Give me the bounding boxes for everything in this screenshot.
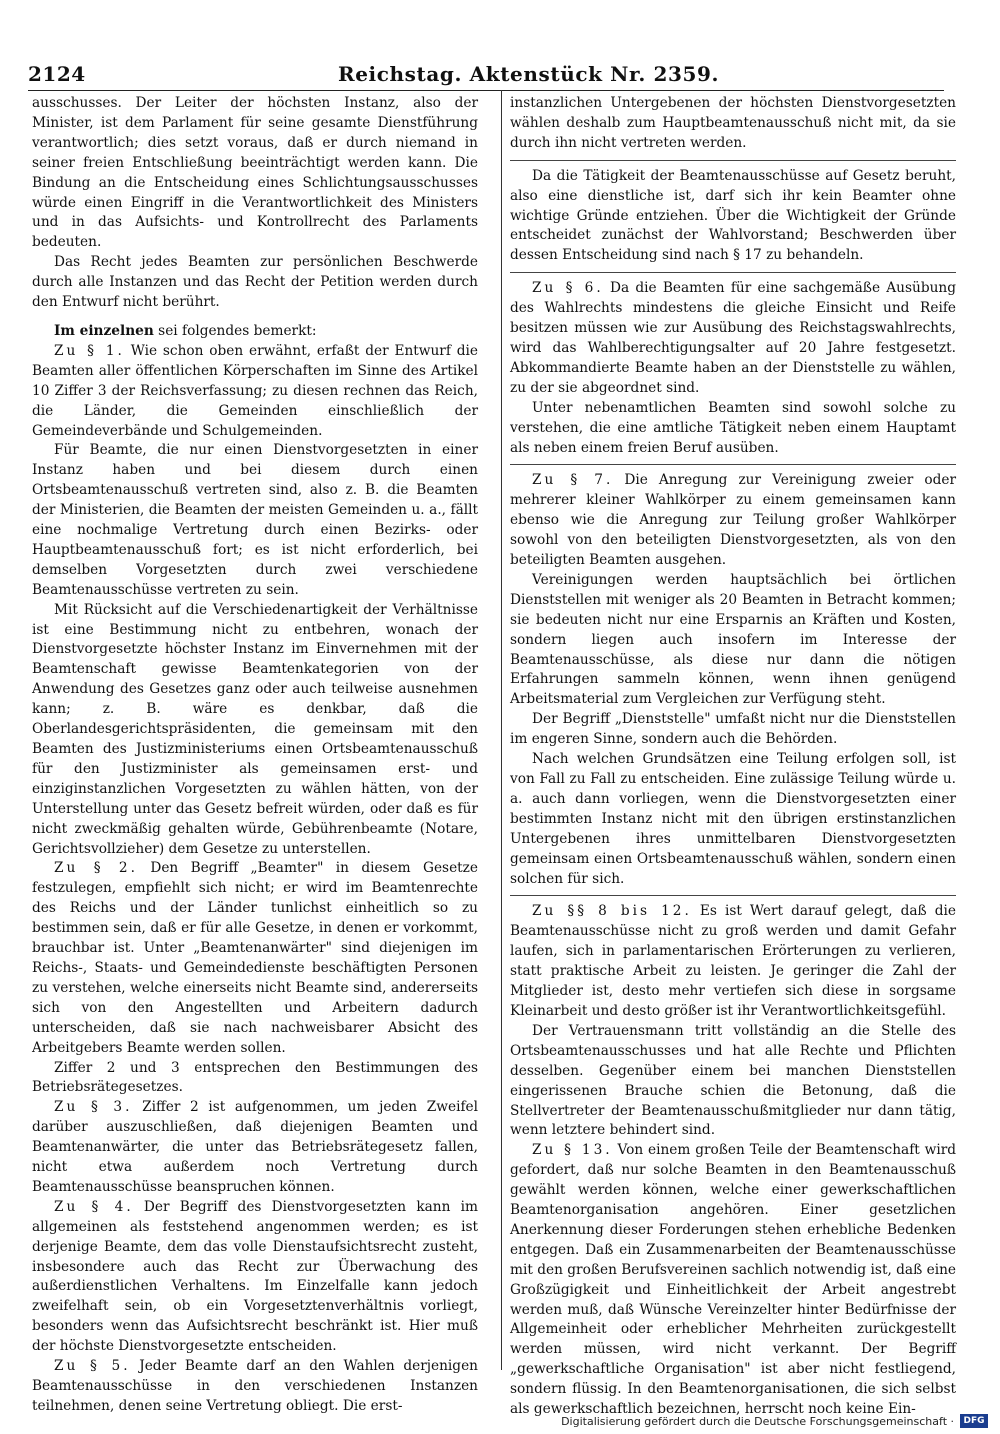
footer-text: Digitalisierung gefördert durch die Deutsche Forschungsgemeinschaft · [561, 1414, 954, 1428]
paragraph-text: Es ist Wert darauf gelegt, daß die Beamtenausschüsse nicht zu groß werden und damit Gefahr laufen, sich in parlamentarischen Erörterungen zu verlieren, statt praktische Arbeit zu leisten. Je geringer die Zahl der Mitglieder ist, desto mehr vertiefen sich diese in sorgsame Kleinarbeit und desto größer ist ihr Verantwortlichkeitsgefühl. [510, 903, 956, 1019]
left-column [32, 94, 478, 1414]
paragraph [32, 94, 478, 253]
footer-credit [561, 1414, 988, 1428]
paragraph-text: Jeder Beamte darf an den Wahlen derjenigen Beamtenausschüsse in den verschiedenen Instanzen teilnehmen, denen seine Vertretung obliegt. Die erst- [32, 1358, 478, 1414]
paragraph [510, 902, 956, 1021]
paragraph-text: Für Beamte, die nur einen Dienstvorgesetzten in einer Instanz haben und bei diesem durch einen Ortsbeamtenausschuß vertreten sind, also z. B. die Beamten der Ministerien, die Beamten der meisten Gemeinden u. a., fällt eine nochmalige Vertretung durch einen Bezirks- oder Hauptbeamtenausschuß fort; es ist nicht erforderlich, bei demselben Vorgesetzten durch zwei verschiedene Beamtenausschüsse vertreten zu sein. [32, 442, 478, 598]
paragraph-text: Da die Beamten für eine sachgemäße Ausübung des Wahlrechts mindestens die gleiche Einsicht und Reife besitzen müssen wie zur Ausübung des Reichstagswahlrechts, wird das Wahlberechtigungsalter auf 20 Jahre festgesetzt. Abkommandierte Beamte haben an der Dienststelle zu wählen, zu der sie abgeordnet sind. [510, 280, 956, 396]
column-divider [501, 90, 502, 1370]
section-separator [510, 160, 956, 161]
paragraph [32, 1098, 478, 1198]
paragraph-text: Ziffer 2 ist aufgenommen, um jeden Zweifel darüber auszuschließen, daß diejenigen Beamten und Beamtenanwärter, die unter das Betriebsrätegesetz fallen, nicht etwa außerdem noch Vertretung durch Beamtenausschüsse beanspruchen können. [32, 1099, 478, 1195]
paragraph [32, 322, 478, 342]
page-header [28, 62, 944, 88]
paragraph-text: Das Recht jedes Beamten zur persönlichen Beschwerde durch alle Instanzen und das Recht der Petition werden durch den Entwurf nicht berührt. [32, 254, 478, 311]
dfg-logo-icon: DFG [960, 1414, 988, 1428]
header-rule [28, 90, 944, 91]
paragraph-lead: Zu §§ 8 bis 12. [532, 903, 692, 920]
paragraph-text: Nach welchen Grundsätzen eine Teilung erfolgen soll, ist von Fall zu Fall zu entscheiden. Eine zulässige Teilung würde u. a. auch dann vorliegen, wenn die Dienstvorgesetzten einer bestimmten Instanz nicht mit den übrigen erstinstanzlichen Untergebenen ihres unmittelbaren Dienstvorgesetzten gemeinsam einen Ortsbeamtenausschuß wählen, sondern einen solchen für sich. [510, 751, 956, 887]
paragraph-lead: Zu § 7. [532, 472, 614, 489]
paragraph-lead: Zu § 4. [54, 1198, 134, 1215]
paragraph-text: Wie schon oben erwähnt, erfaßt der Entwurf die Beamten aller öffentlichen Körperschaften im Sinne des Artikel 10 Ziffer 3 der Reichsverfassung; zu diesen rechnen das Reich, die Länder, die Gemeinden einschließlich der Gemeindeverbände und Schulgemeinden. [32, 342, 478, 439]
paragraph-text: Vereinigungen werden hauptsächlich bei örtlichen Dienststellen mit weniger als 20 Beamten in Betracht kommen; sie bedeuten nicht nur eine Ersparnis an Kräften und Kosten, sondern liegen auch insofern im Interesse der Beamtenausschüsse, als diese nur dann die nötigen Erfahrungen sammeln können, wenn ihnen genügend Arbeitsmaterial zum Vergleichen zur Verfügung steht. [510, 571, 956, 708]
paragraph-text: ausschusses. Der Leiter der höchsten Instanz, also der Minister, ist dem Parlament für seine gesamte Dienstführung verantwortlich; dies setzt voraus, daß er durch niemand in seiner freien Entschließung beeinträchtigt werden kann. Die Bindung an die Entscheidung eines Schlichtungsausschusses würde einen Eingriff in die Verantwortlichkeit des Ministers und in das Aufsichts- und Kontrollrecht des Parlaments bedeuten. [32, 95, 478, 251]
paragraph-text: sei folgendes bemerkt: [153, 322, 317, 339]
paragraph-text: Die Anregung zur Vereinigung zweier oder mehrerer kleiner Wahlkörper zu einem gemeinsamen kann ebenso wie die Anregung zur Teilung großer Wahlkörper sowohl von den beteiligten Dienstvorgesetzten, als von den beteiligten Beamten ausgehen. [510, 472, 956, 569]
paragraph-lead: Im einzelnen [54, 322, 154, 339]
section-separator [510, 895, 956, 896]
paragraph-text: instanzlichen Untergebenen der höchsten Dienstvorgesetzten wählen deshalb zum Hauptbeamtenausschuß nicht mit, da sie durch ihn nicht vertreten werden. [510, 95, 956, 151]
paragraph-text: Da die Tätigkeit der Beamtenausschüsse auf Gesetz beruht, also eine dienstliche ist, darf sich ihr kein Beamter ohne wichtige Gründe entziehen. Über die Wichtigkeit der Gründe entscheidet zunächst der Wahlvorstand; Beschwerden über dessen Entscheidung sind nach § 17 zu behandeln. [510, 167, 956, 264]
right-column [510, 94, 957, 1418]
paragraph-lead: Zu § 13. [532, 1142, 613, 1159]
paragraph [32, 859, 478, 1058]
paragraph [510, 1141, 956, 1420]
paragraph [510, 279, 956, 398]
paragraph-lead: Zu § 2. [54, 860, 138, 877]
paragraph [32, 253, 478, 313]
paragraph [32, 1059, 478, 1099]
paragraph-text: Der Vertrauensmann tritt vollständig an die Stelle des Ortsbeamtenausschusses und hat alle Rechte und Pflichten desselben. Gegenüber einem bei manchen Dienststellen eingerissenen Brauche schien die Betonung, daß die Stellvertreter der Beamtenausschußmitglieder nur dann tätig, wenn letztere behindert sind. [510, 1022, 956, 1139]
section-separator [510, 272, 956, 273]
paragraph-text: Der Begriff „Dienststelle" umfaßt nicht nur die Dienststellen im engeren Sinne, sondern auch die Behörden. [510, 711, 956, 748]
paragraph [32, 342, 478, 442]
paragraph-lead: Zu § 5. [54, 1358, 131, 1375]
running-title: Reichstag. Aktenstück Nr. 2359. [338, 62, 720, 86]
paragraph-lead: Zu § 3. [54, 1099, 133, 1116]
paragraph-text: Ziffer 2 und 3 entsprechen den Bestimmungen des Betriebsrätegesetzes. [32, 1059, 478, 1096]
paragraph [510, 750, 956, 889]
paragraph [32, 601, 478, 860]
paragraph [32, 1357, 478, 1417]
paragraph [510, 1022, 956, 1141]
paragraph [510, 471, 956, 571]
paragraph [510, 571, 956, 710]
paragraph [32, 1198, 478, 1357]
paragraph [510, 94, 956, 154]
paragraph [510, 399, 956, 459]
paragraph [510, 167, 956, 267]
paragraph-text: Der Begriff des Dienstvorgesetzten kann im allgemeinen als feststehend angenommen werden; es ist derjenige Beamte, dem das volle Dienstaufsichtsrecht zusteht, insbesondere auch das Recht zur Überwachung des außerdienstlichen Verhaltens. Im Einzelfalle kann jedoch zweifelhaft sein, ob ein Vorgesetztenverhältnis vorliegt, besonders wenn das Aufsichtsrecht beschränkt ist. Hier muß der höchste Dienstvorgesetzte entscheiden. [32, 1198, 478, 1355]
paragraph [32, 441, 478, 600]
paragraph [510, 710, 956, 750]
paragraph-text: Von einem großen Teile der Beamtenschaft wird gefordert, daß nur solche Beamten in den Beamtenausschuß gewählt werden können, welche einer gewerkschaftlichen Beamtenorganisation angehören. Einer gesetzlichen Anerkennung dieser Forderungen stehen erhebliche Bedenken entgegen. Daß ein Zusammenarbeiten der Beamtenausschüsse mit den großen Berufsvereinen sachlich notwendig ist, daß eine Großzügigkeit und Einheitlichkeit der Arbeit angestrebt werden muß, daß Wünsche Vereinzelter hinter Bedürfnisse der Allgemeinheit oder erheblicher Mehrheiten zurückgestellt werden müssen, wird nicht verkannt. Der Begriff „gewerkschaftliche Organisation" ist aber nicht festliegend, sondern flüssig. In den Beamtenorganisationen, die sich selbst als gewerkschaftlich bezeichnen, herrscht noch keine Ein- [510, 1142, 957, 1418]
paragraph-lead: Zu § 1. [54, 342, 125, 359]
paragraph-lead: Zu § 6. [532, 280, 604, 297]
paragraph-text: Mit Rücksicht auf die Verschiedenartigkeit der Verhältnisse ist eine Bestimmung nicht zu entbehren, wonach der Dienstvorgesetzte höchster Instanz im Einvernehmen mit der Beamtenschaft gewisse Beamtenkategorien von der Anwendung des Gesetzes ganz oder auch teilweise ausnehmen kann; z. B. wäre es denkbar, daß die Oberlandesgerichtspräsidenten, die gemeinsam mit den Beamten des Justizministeriums einen Ortsbeamtenausschuß für den Justizminister als gemeinsamen erst- und einziginstanzlichen Vorgesetzten zu wählen hätten, von der Unterstellung unter das Gesetz befreit würden, oder daß es für nicht zweckmäßig gehalten würde, Gebührenbeamte (Notare, Gerichtsvollzieher) dem Gesetze zu unterstellen. [32, 601, 478, 857]
paragraph-text: Unter nebenamtlichen Beamten sind sowohl solche zu verstehen, die eine amtliche Tätigkeit neben einem Hauptamt als neben einem freien Beruf ausüben. [510, 399, 956, 456]
section-separator [510, 464, 956, 465]
page-number: 2124 [28, 62, 86, 86]
paragraph-text: Den Begriff „Beamter" in diesem Gesetze festzulegen, empfiehlt sich nicht; er wird im Beamtenrechte des Reichs und der Länder tunlichst einheitlich so zu bestimmen sein, daß er für alle Gesetze, in denen er vorkommt, brauchbar ist. Unter „Beamtenanwärter" sind diejenigen im Reichs-, Staats- und Gemeindedienste beschäftigten Personen zu verstehen, welche einerseits nicht Beamte sind, andererseits sich von den Angestellten und Arbeitern dadurch unterscheiden, daß sie nach nachweisbarer Absicht des Arbeitgebers Beamte werden sollen. [32, 860, 478, 1056]
